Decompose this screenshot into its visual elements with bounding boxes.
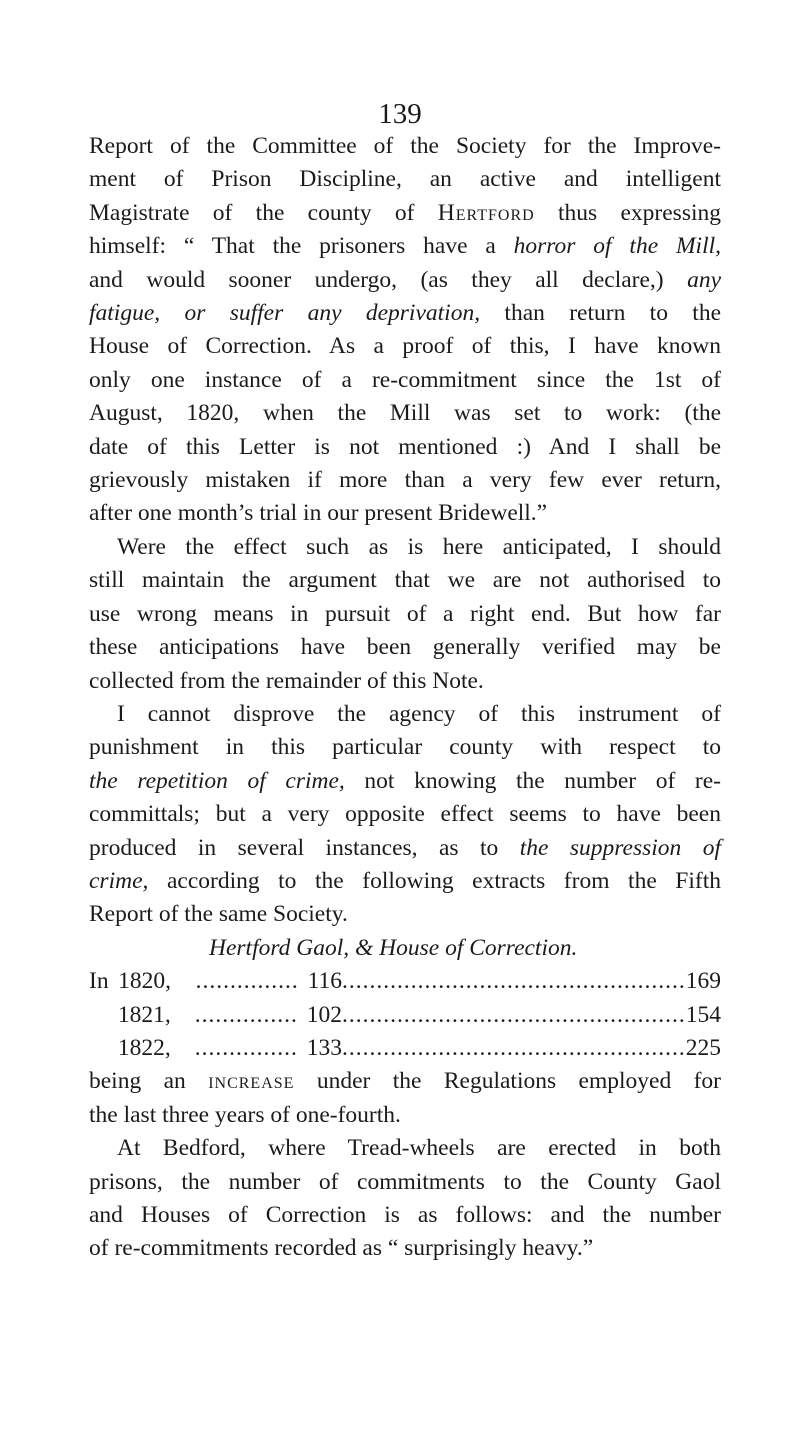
text-line: August, 1820, when the Mill was set to work: (the (89, 400, 721, 427)
text-line: Report of the same Society. (89, 901, 348, 928)
paragraph-5 (89, 1132, 721, 1266)
paragraph-2 (89, 531, 721, 698)
gaol-value: 102 (306, 1001, 342, 1028)
text-line: still maintain the argument that we are not authorised to (89, 567, 721, 594)
text-line: prisons, the number of commitments to the County Gaol (89, 1168, 721, 1195)
gaol-value: 133 (306, 1034, 342, 1061)
table-row: 1821, ............... 102 .................................................. 154 (89, 999, 721, 1032)
statistics-table (89, 932, 721, 1066)
text-line: collected from the remainder of this Note. (89, 667, 484, 694)
text-line: these anticipations have been generally verified may be (89, 634, 721, 661)
text-line: use wrong means in pursuit of a right end. But how far (89, 600, 721, 627)
text-line: the repetition of crime, not knowing the number of re- (89, 767, 722, 794)
text-line: only one instance of a re-commitment since the 1st of (89, 366, 721, 393)
table-row: In 1820, ............... 116 .................................................. 169 (89, 965, 721, 998)
text-line: At Bedford, where Tread-wheels are erected in both (117, 1135, 721, 1162)
text-line: House of Correction. As a proof of this, I have known (89, 333, 721, 360)
gaol-value: 116 (307, 968, 342, 995)
text-line: date of this Letter is not mentioned :) And I shall be (89, 433, 721, 460)
in-prefix: In (89, 968, 109, 995)
text-line: of re-commitments recorded as “ surprisingly heavy.” (89, 1235, 594, 1262)
text-line: Report of the Committee of the Society for the Improve- (89, 133, 721, 159)
year-cell: 1821, (117, 1001, 171, 1028)
house-value: 154 (685, 1001, 721, 1028)
hertford-small-caps: Hertford (437, 199, 535, 226)
horror-italic: horror of the Mill, (513, 233, 722, 260)
table-heading: Hertford Gaol, & House of Correction. (209, 934, 578, 961)
text-line: grievously mistaken if more than a very few ever return, (89, 467, 721, 494)
text-line: I cannot disprove the agency of this instrument of (117, 700, 721, 727)
year-cell: 1820, (118, 968, 171, 995)
paragraph-1 (89, 130, 721, 531)
text-line: himself: “ That the prisoners have a horror of the Mill, (89, 233, 722, 260)
page-body (89, 130, 721, 1266)
text-line: ment of Prison Discipline, an active and intelligent (89, 166, 721, 193)
text-line: committals; but a very opposite effect seems to have been (89, 801, 721, 828)
text-line: Magistrate of the county of Hertford thus expressing (89, 199, 721, 226)
text-line: Were the effect such as is here anticipated, I should (117, 533, 721, 560)
text-line: being an increase under the Regulations employed for (89, 1068, 722, 1095)
table-row: 1822, ............... 133 .................................................. 225 (89, 1032, 721, 1065)
increase-small-caps: increase (208, 1068, 295, 1095)
text-line: fatigue, or suffer any deprivation, than return to the (89, 300, 722, 327)
text-line: crime, according to the following extracts from the Fifth (89, 867, 722, 894)
house-value: 225 (685, 1034, 721, 1061)
paragraph-4 (89, 1065, 721, 1132)
text-line: and Houses of Correction is as follows: and the number (89, 1202, 721, 1228)
page-number: 139 (378, 98, 422, 130)
house-value: 169 (685, 968, 721, 995)
text-line: produced in several instances, as to the suppression of (89, 834, 721, 861)
text-line: and would sooner undergo, (as they all declare,) any (89, 266, 722, 293)
text-line: the last three years of one-fourth. (89, 1101, 401, 1128)
text-line: after one month’s trial in our present Bridewell.” (89, 500, 548, 527)
paragraph-3 (89, 698, 721, 932)
year-cell: 1822, (117, 1034, 171, 1061)
text-line: punishment in this particular county with respect to (89, 734, 721, 761)
